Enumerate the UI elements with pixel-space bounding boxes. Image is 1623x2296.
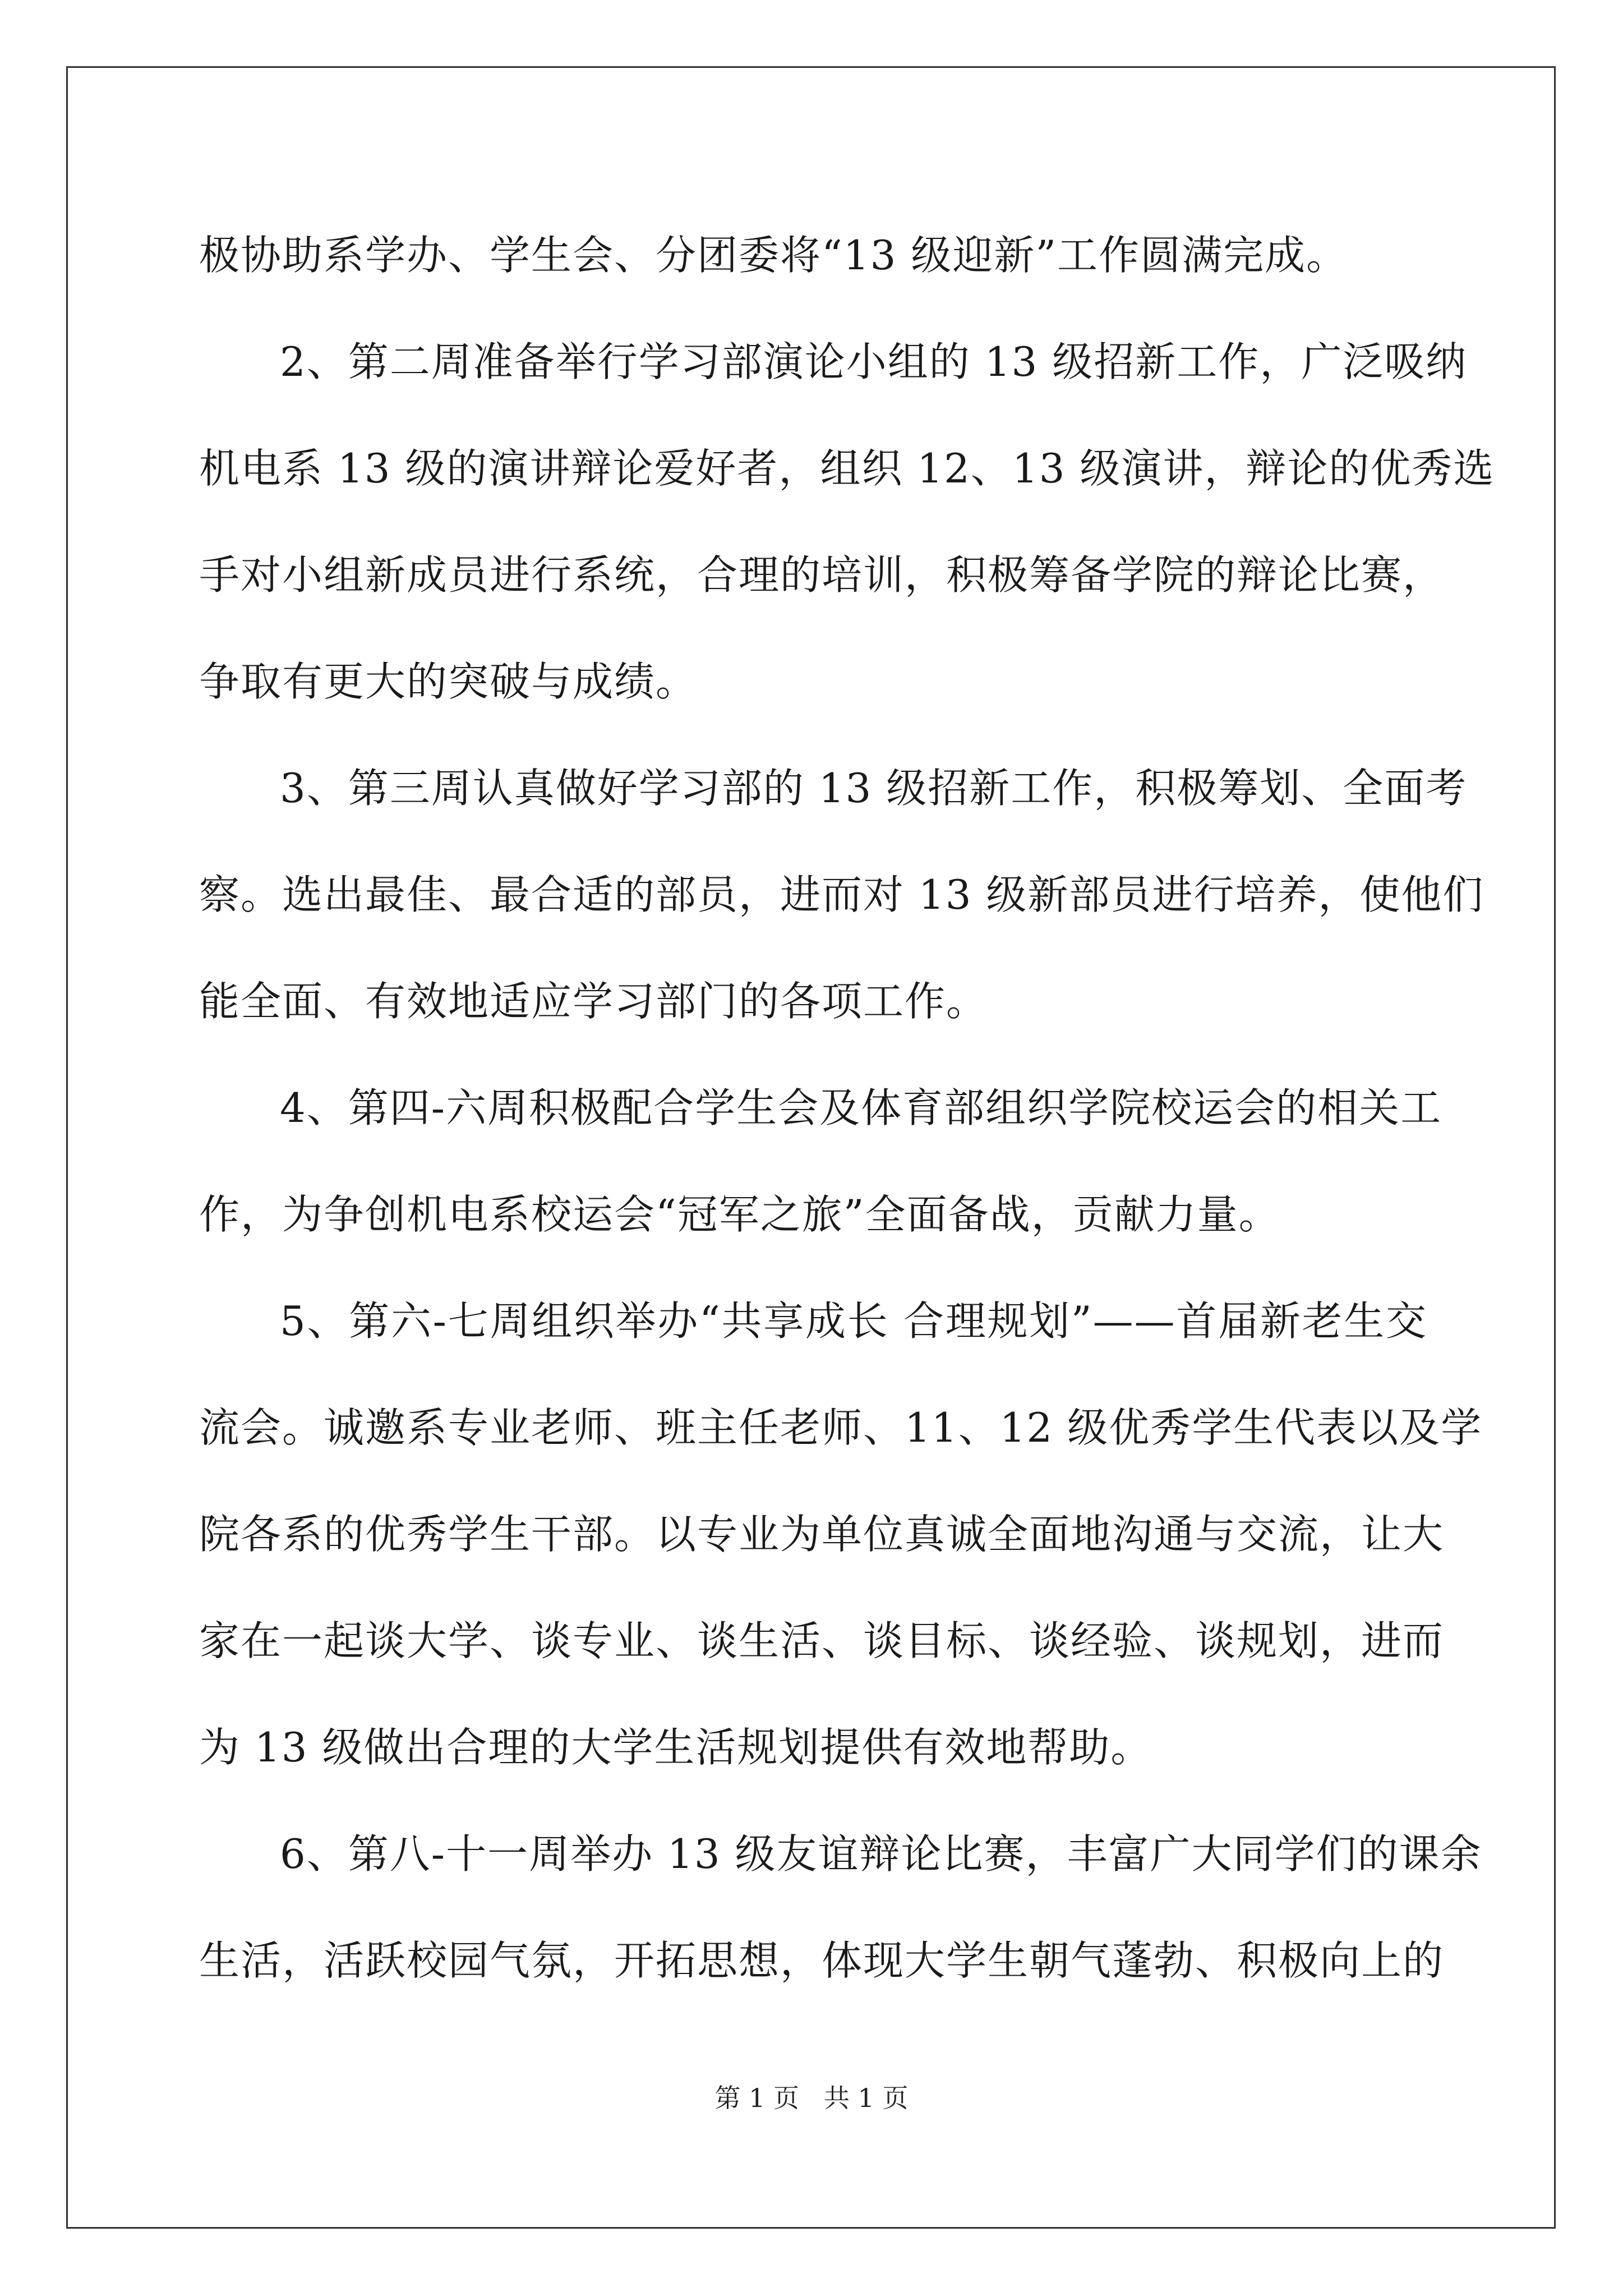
text-line: 极协助系学办、学生会、分团委将“13 级迎新”工作圆满完成。 [199, 232, 1348, 279]
text-line: 家在一起谈大学、谈专业、谈生活、谈目标、谈经验、谈规划，进而 [199, 1617, 1445, 1664]
page-number: 第 1 页 [714, 2083, 800, 2113]
paragraph [199, 309, 1495, 735]
paragraph [199, 735, 1484, 1055]
text-line: 为 13 级做出合理的大学生活规划提供有效地帮助。 [199, 1724, 1152, 1771]
text-line: 2、第二周准备举行学习部演论小组的 13 级招新工作，广泛吸纳 [280, 338, 1468, 385]
text-line: 6、第八-十一周举办 13 级友谊辩论比赛，丰富广大同学们的课余 [280, 1830, 1482, 1878]
page-total: 共 1 页 [823, 2083, 909, 2113]
paragraph [199, 1268, 1483, 1801]
text-line: 4、第四-六周积极配合学生会及体育部组织学院校运会的相关工 [280, 1084, 1442, 1131]
text-line: 5、第六-七周组织举办“共享成长 合理规划”——首届新老生交 [280, 1297, 1427, 1345]
text-line: 作，为争创机电系校运会“冠军之旅”全面备战，贡献力量。 [199, 1191, 1280, 1238]
paragraph [199, 1801, 1482, 2014]
page-footer [0, 2081, 1623, 2115]
paragraph [199, 1055, 1442, 1268]
text-line: 手对小组新成员进行系统，合理的培训，积极筹备学院的辩论比赛， [199, 551, 1445, 599]
paragraph [199, 202, 1427, 309]
text-line: 3、第三周认真做好学习部的 13 级招新工作，积极筹划、全面考 [280, 765, 1468, 812]
document-body [199, 202, 1495, 2014]
text-line: 能全面、有效地适应学习部门的各项工作。 [199, 978, 988, 1025]
text-line: 流会。诚邀系专业老师、班主任老师、11、12 级优秀学生代表以及学 [199, 1404, 1483, 1451]
text-line: 争取有更大的突破与成绩。 [199, 658, 698, 705]
text-line: 院各系的优秀学生干部。以专业为单位真诚全面地沟通与交流，让大 [199, 1511, 1445, 1558]
text-line: 生活，活跃校园气氛，开拓思想，体现大学生朝气蓬勃、积极向上的 [199, 1937, 1445, 1984]
text-line: 察。选出最佳、最合适的部员，进而对 13 级新部员进行培养，使他们 [199, 871, 1484, 918]
text-line: 机电系 13 级的演讲辩论爱好者，组织 12、13 级演讲，辩论的优秀选 [199, 445, 1495, 492]
